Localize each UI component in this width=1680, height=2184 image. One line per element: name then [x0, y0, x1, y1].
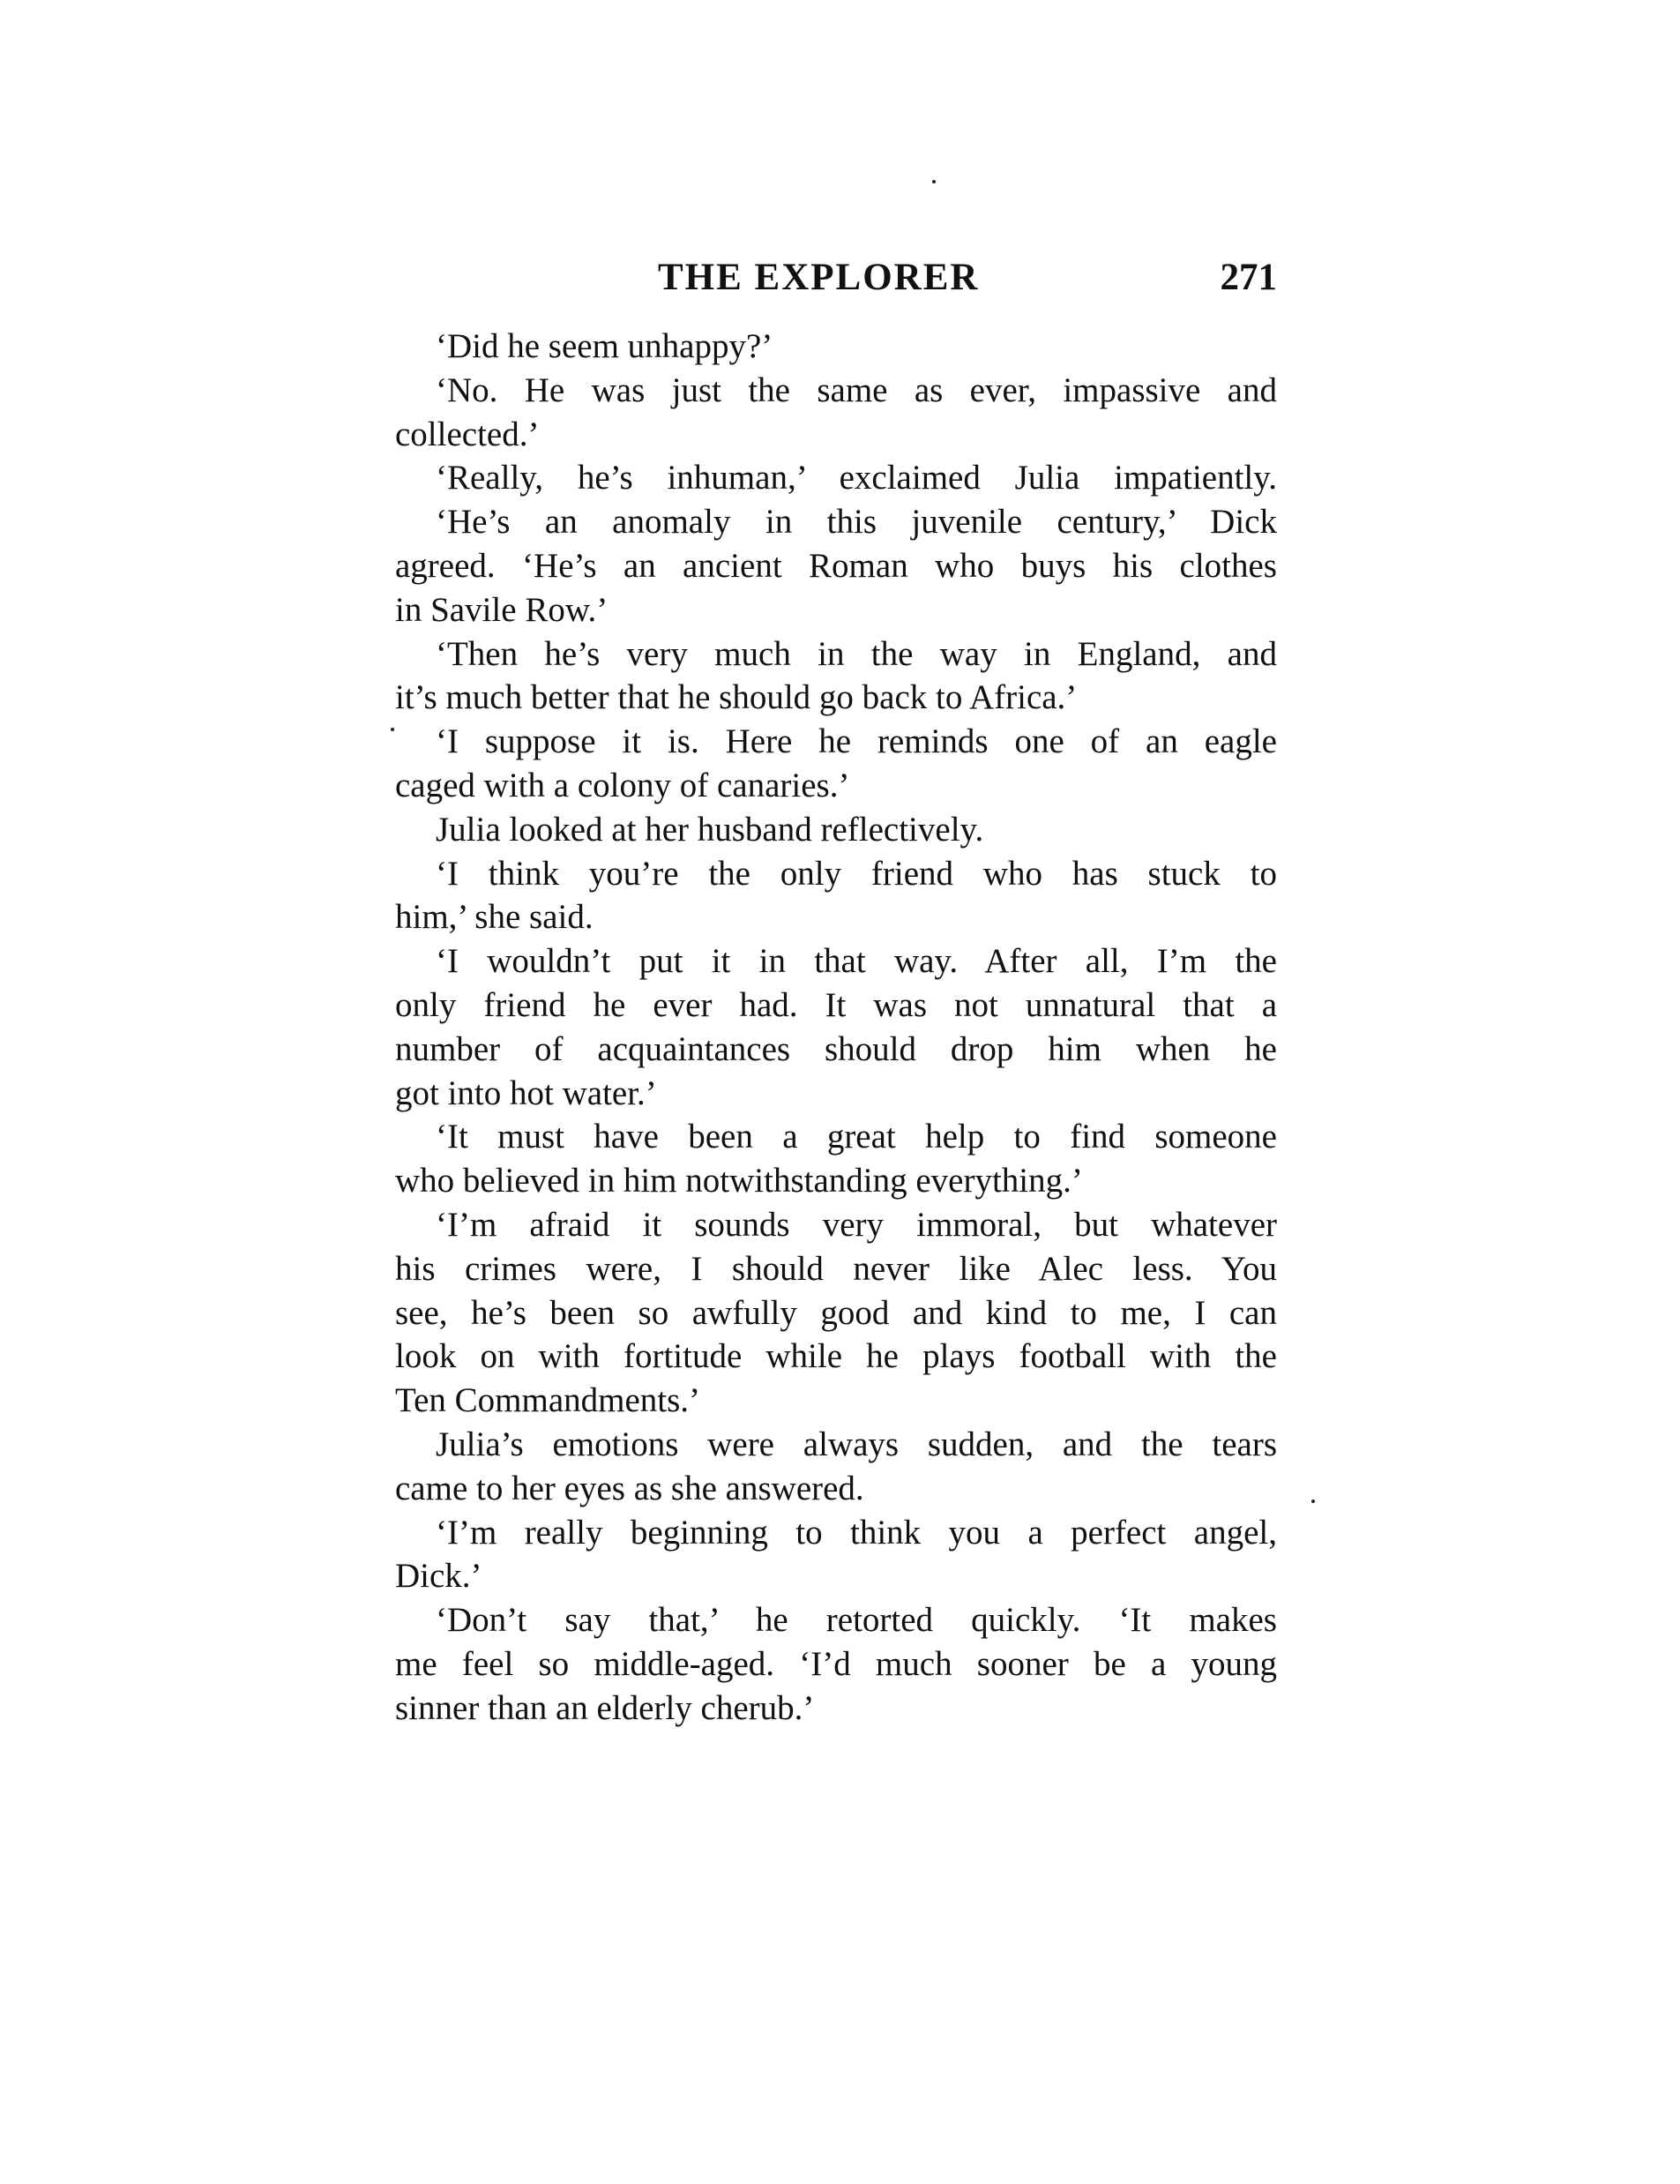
text-line: got into hot water.’: [395, 1073, 657, 1112]
text-line: sinner than an elderly cherub.’: [395, 1688, 815, 1727]
text-line: agreed. ‘He’s an ancient Roman who buys his clothes: [395, 546, 1277, 585]
ink-speck: [391, 728, 394, 731]
text-line: Julia looked at her husband reflectively.: [436, 810, 984, 849]
text-line: me feel so middle-aged. ‘I’d much sooner be a young: [395, 1644, 1277, 1683]
page-number: 271: [1220, 257, 1277, 298]
text-line: ‘Then he’s very much in the way in England, and: [436, 634, 1277, 673]
text-line: only friend he ever had. It was not unnatural that a: [395, 985, 1277, 1024]
text-line: look on with fortitude while he plays football with the: [395, 1337, 1277, 1376]
text-line: ‘It must have been a great help to find someone: [436, 1118, 1277, 1156]
text-line: number of acquaintances should drop him when he: [395, 1029, 1277, 1068]
text-line: ‘I think you’re the only friend who has stuck to: [436, 854, 1277, 893]
text-line: Dick.’: [395, 1557, 482, 1596]
text-line: ‘I wouldn’t put it in that way. After all, I’m the: [436, 942, 1277, 981]
text-line: came to her eyes as she answered.: [395, 1469, 864, 1507]
text-line: who believed in him notwithstanding everything.’: [395, 1162, 1083, 1200]
text-line: his crimes were, I should never like Alec less. You: [395, 1249, 1277, 1288]
ink-speck: [1311, 1500, 1315, 1503]
ink-speck: [932, 180, 936, 183]
text-line: ‘He’s an anomaly in this juvenile century,’ Dick: [436, 503, 1277, 542]
text-line: in Savile Row.’: [395, 590, 609, 629]
text-line: ‘No. He was just the same as ever, impassive and: [436, 370, 1277, 409]
text-line: him,’ she said.: [395, 898, 594, 937]
text-line: collected.’: [395, 415, 540, 453]
body-text: [395, 325, 1277, 1731]
text-line: ‘Really, he’s inhuman,’ exclaimed Julia impatiently.: [436, 459, 1277, 497]
text-line: ‘I’m afraid it sounds very immoral, but whatever: [436, 1205, 1277, 1244]
text-line: Ten Commandments.’: [395, 1381, 701, 1420]
text-line: ‘Don’t say that,’ he retorted quickly. ‘It makes: [436, 1601, 1277, 1640]
text-line: ‘I’m really beginning to think you a perfect angel,: [436, 1513, 1277, 1552]
running-title: THE EXPLORER: [658, 257, 980, 298]
text-line: Julia’s emotions were always sudden, and the tears: [436, 1425, 1277, 1463]
text-line: ‘I suppose it is. Here he reminds one of an eagle: [436, 722, 1277, 761]
text-line: caged with a colony of canaries.’: [395, 766, 850, 804]
text-line: ‘Did he seem unhappy?’: [436, 327, 773, 365]
page-header: [395, 256, 1277, 309]
text-line: it’s much better that he should go back to Africa.’: [395, 678, 1078, 717]
text-line: see, he’s been so awfully good and kind to me, I can: [395, 1293, 1277, 1332]
